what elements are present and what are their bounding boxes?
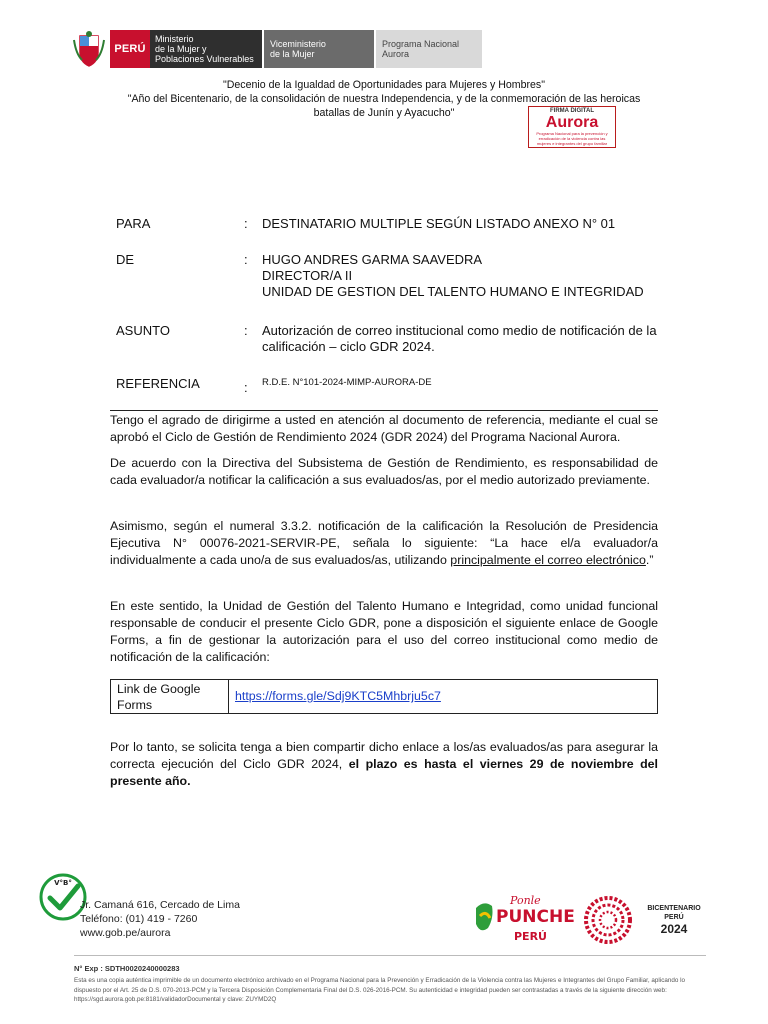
viceministry-label: Viceministerio de la Mujer bbox=[262, 30, 374, 68]
memo-divider bbox=[110, 410, 658, 411]
legal-notice: Esta es una copia auténtica imprimible de un documento electrónico archivado en el Programa Nacional para la Prevención y Erradicación de la Violencia contra las Mujeres e Integrantes del Grupo Familiar, aplicando lo dispuesto por el Art. 25 de D.S. 070-2013-PCM y la Tercera Disposición Complementaria Final del D.S. 026-2016-PCM. Su autenticidad e integridad pueden ser contrastadas a través de la siguiente dirección web: https://sgd.aurora.gob.pe:8181/validadorDocumental y clave: ZUYMD2Q bbox=[74, 977, 686, 1003]
link-table bbox=[110, 679, 658, 714]
expediente-number: N° Exp : SDTH0020240000283 bbox=[74, 964, 180, 973]
peru-label: PERÚ bbox=[110, 30, 150, 68]
referencia-row: REFERENCIA : R.D.E. N°101-2024-MIMP-AURORA-DE bbox=[116, 376, 432, 395]
google-forms-link[interactable]: https://forms.gle/Sdj9KTC5Mhbrju5c7 bbox=[235, 689, 441, 703]
coat-of-arms-icon bbox=[72, 30, 106, 68]
paragraph: Tengo el agrado de dirigirme a usted en atención al documento de referencia, mediante el cual se aprobó el Ciclo de Gestión de Rendimiento 2024 (GDR 2024) del Programa Nacional Aurora. bbox=[110, 413, 658, 444]
digital-signature-stamp: FIRMA DIGITAL Aurora Programa Nacional para la prevención y erradicación de la violencia contra las mujeres e integrantes del grupo familiar bbox=[528, 106, 616, 148]
para-row: PARA : DESTINATARIO MULTIPLE SEGÚN LISTADO ANEXO N° 01 bbox=[116, 216, 616, 231]
asunto-row: ASUNTO : Autorización de correo institucional como medio de notificación de la calificación – ciclo GDR 2024. bbox=[116, 323, 657, 354]
paragraph: En este sentido, la Unidad de Gestión del Talento Humano e Integridad, como unidad funcional responsable de conducir el presente Ciclo GDR, pone a disposición el siguiente enlace de Google Forms, a fin de gestionar la autorización para el uso del correo institucional como medio de notificación de la calificación: bbox=[110, 599, 658, 664]
paragraph: Por lo tanto, se solicita tenga a bien compartir dicho enlace a los/as evaluados/as para asegurar la correcta ejecución del Ciclo GDR 2024, el plazo es hasta el viernes 29 de noviembre del presente año. bbox=[110, 740, 658, 788]
link-label: Link de Google Forms bbox=[111, 680, 229, 713]
de-row: DE : HUGO ANDRES GARMA SAAVEDRA DIRECTOR/A II UNIDAD DE GESTION DEL TALENTO HUMANO E INTEGRIDAD bbox=[116, 252, 644, 299]
svg-text:Ponle: Ponle bbox=[510, 894, 541, 907]
ponle-punche-peru-logo bbox=[470, 888, 575, 948]
ministry-header bbox=[72, 30, 482, 68]
decenio-heading: "Decenio de la Igualdad de Oportunidades para Mujeres y Hombres" "Año del Bicentenario, de la consolidación de nuestra Independencia, y de la conmemoración de las heroicas batallas de Junín y Ayacucho" bbox=[127, 79, 641, 119]
paragraph: Asimismo, según el numeral 3.3.2. notificación de la calificación la Resolución de Presidencia Ejecutiva N° 00076-2021-SERVIR-PE, señala lo siguiente: “La hace el/a evaluador/a individualmente a cada uno/a de sus evaluados/as, utilizando principalmente el correo electrónico.” bbox=[110, 519, 658, 567]
svg-text:PERÚ: PERÚ bbox=[514, 930, 547, 943]
footer-address: Jr. Camaná 616, Cercado de Lima Teléfono: (01) 419 - 7260 www.gob.pe/aurora bbox=[80, 899, 240, 939]
paragraph: De acuerdo con la Directiva del Subsistema de Gestión de Rendimiento, es responsabilidad de cada evaluador/a notificar la calificación a sus evaluados/as, por el medio autorizado previamente. bbox=[110, 456, 658, 487]
ministry-label: Ministerio de la Mujer y Poblaciones Vulnerables bbox=[150, 30, 262, 68]
svg-text:PUNCHE: PUNCHE bbox=[496, 907, 575, 927]
bicentenario-text: BICENTENARIO PERÚ 2024 bbox=[647, 905, 701, 936]
footer-divider bbox=[74, 955, 706, 956]
program-label: Programa Nacional Aurora bbox=[374, 30, 482, 68]
svg-text:V°B°: V°B° bbox=[54, 879, 72, 887]
